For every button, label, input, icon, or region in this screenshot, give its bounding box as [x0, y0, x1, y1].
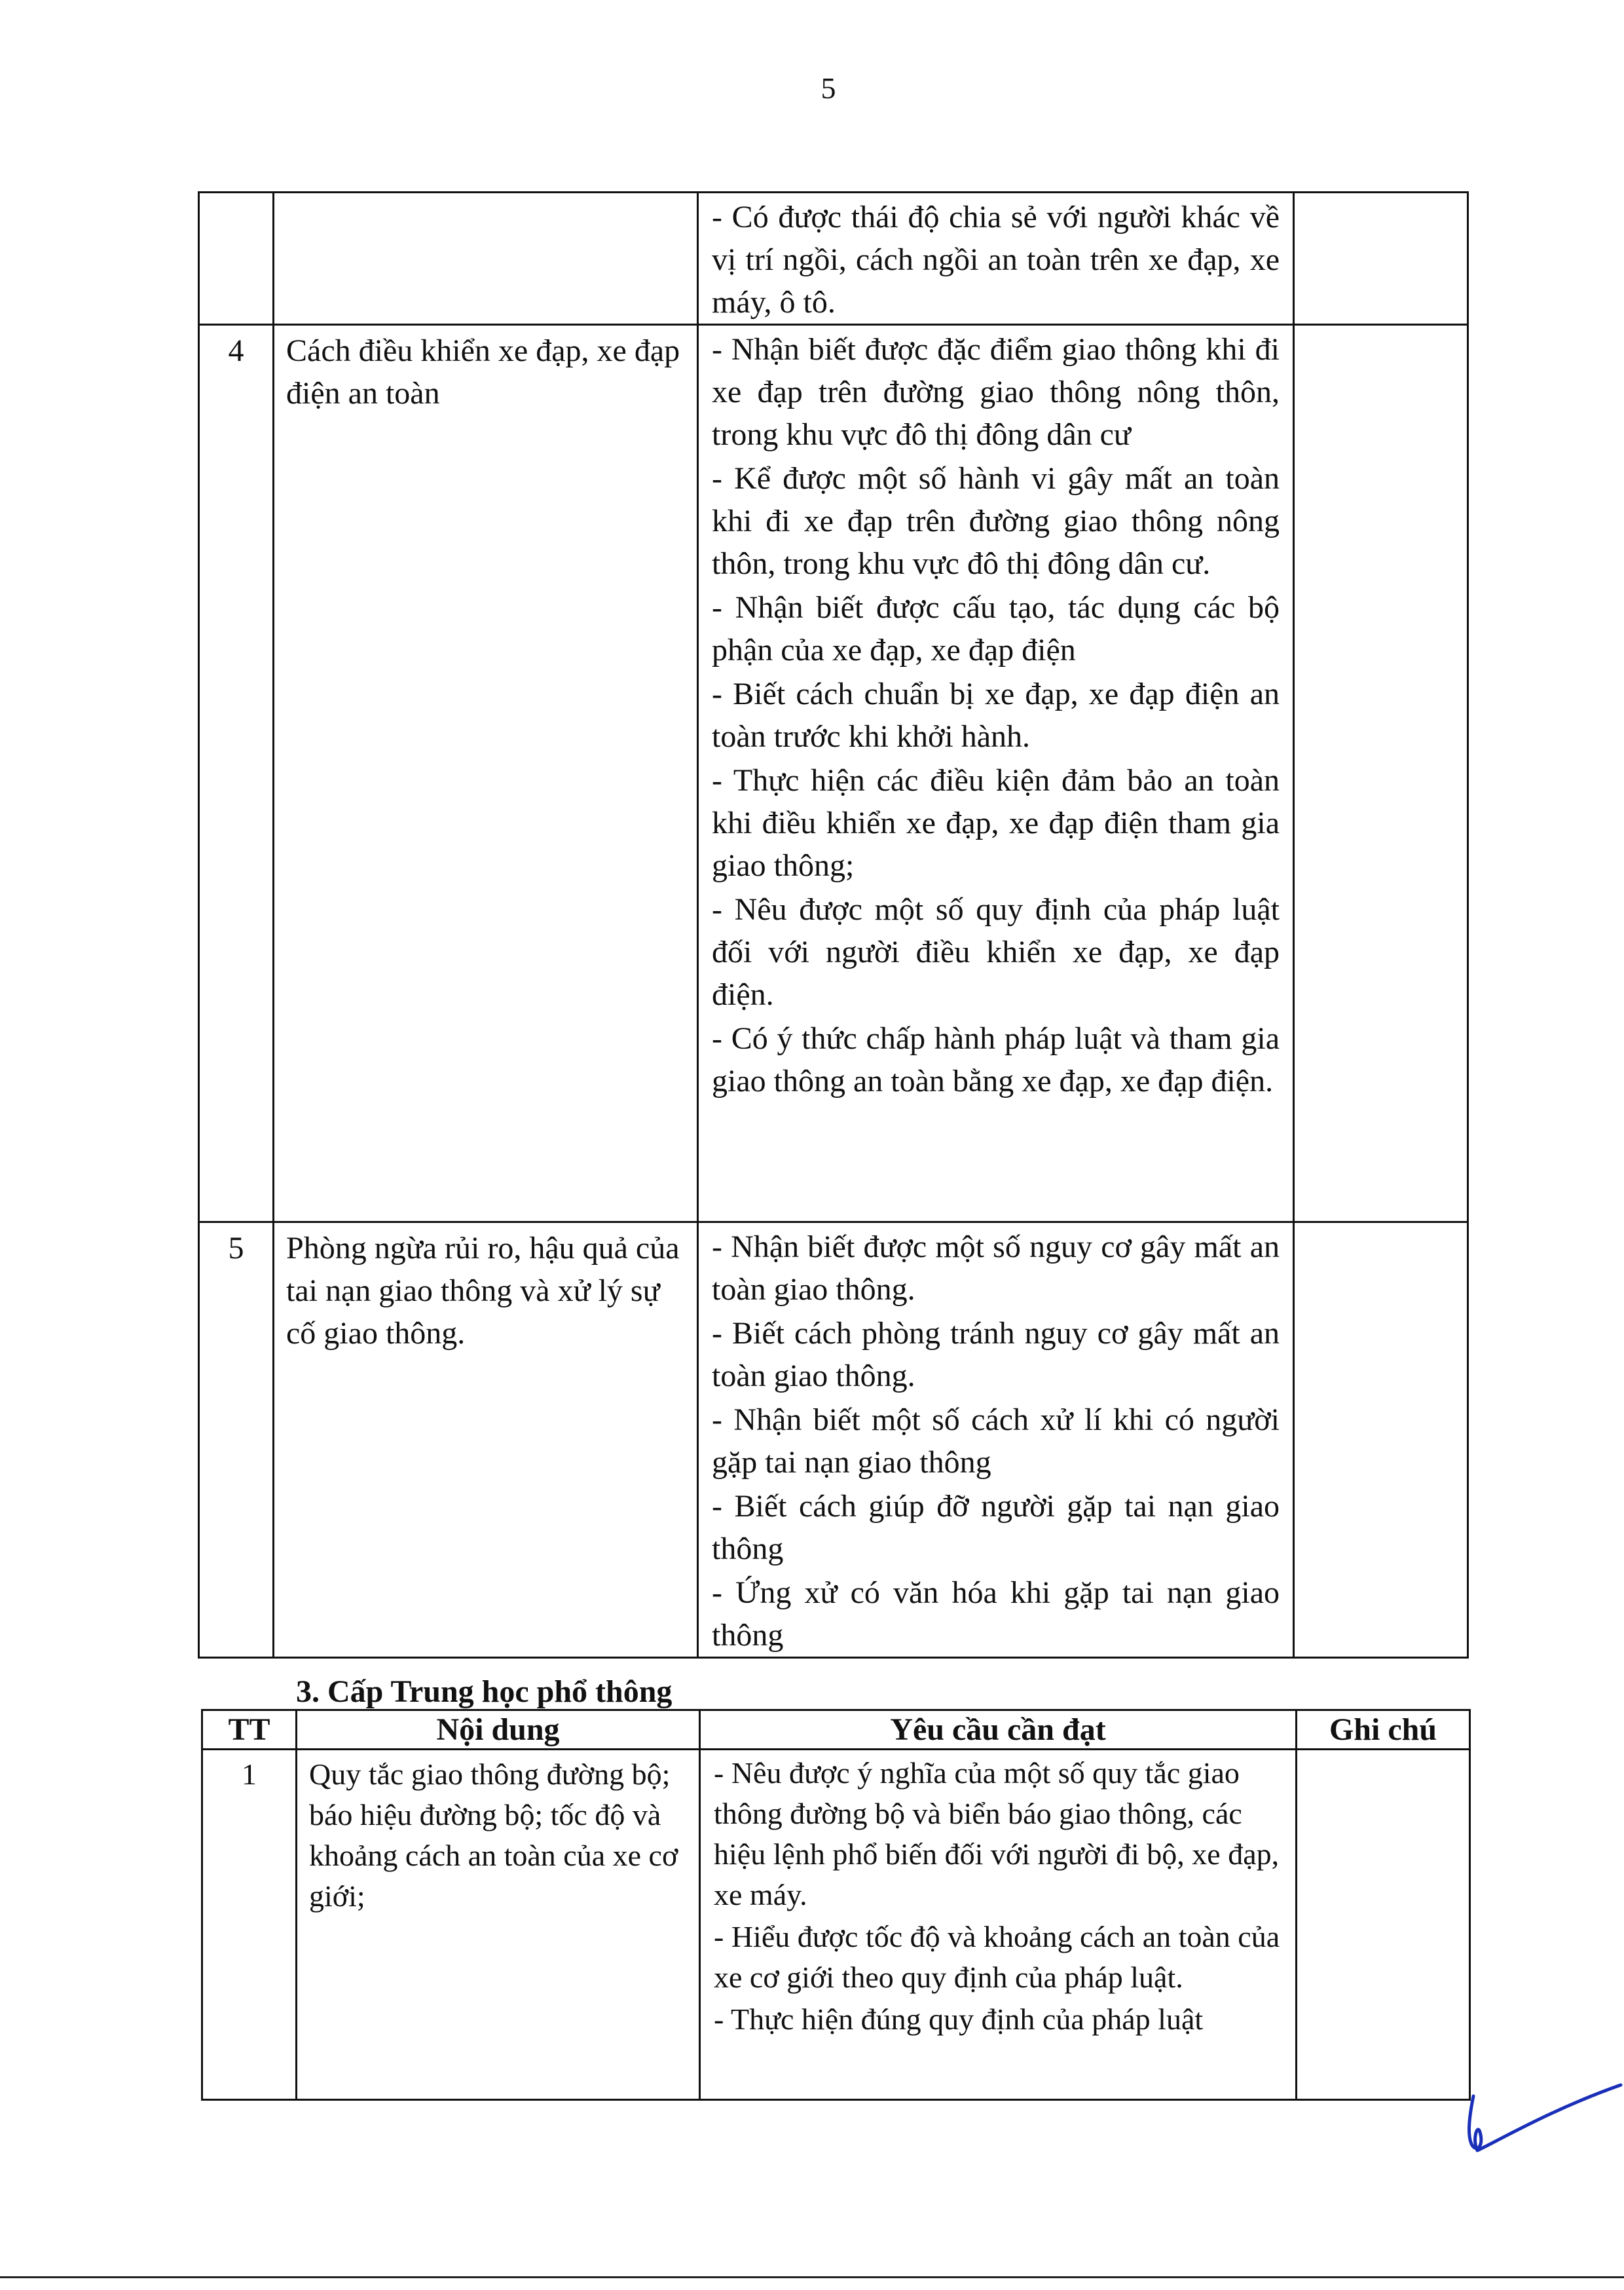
header-content: Nội dung: [297, 1710, 700, 1750]
table-row: [199, 325, 1468, 1222]
requirement-item: - Nhận biết một số cách xử lí khi có người gặp tai nạn giao thông: [712, 1402, 1280, 1480]
row-note: [1294, 325, 1468, 1222]
row-content: Phòng ngừa rủi ro, hậu quả của tai nạn giao thông và xử lý sự cố giao thông.: [274, 1222, 698, 1658]
table-row: [199, 193, 1468, 325]
table-row: [199, 1222, 1468, 1658]
requirement-item: - Thực hiện các điều kiện đảm bảo an toàn khi điều khiển xe đạp, xe đạp điện tham gia giao thông;: [712, 763, 1280, 883]
row-note: [1294, 193, 1468, 325]
row-number: 5: [199, 1222, 274, 1658]
row-number: 1: [202, 1750, 297, 2100]
requirement-item: - Nhận biết được một số nguy cơ gây mất an toàn giao thông.: [712, 1229, 1280, 1307]
table-row: [202, 1750, 1470, 2100]
requirement-item: - Nêu được ý nghĩa của một số quy tắc giao thông đường bộ và biển báo giao thông, các hiệu lệnh phổ biến đối với người đi bộ, xe đạp, xe máy.: [714, 1756, 1280, 1911]
page-bottom-edge-line: [0, 2276, 1624, 2278]
row-note: [1297, 1750, 1470, 2100]
table-header-row: [202, 1710, 1470, 1750]
row-requirements: [698, 1222, 1294, 1658]
competency-table-upper-secondary: [201, 1709, 1471, 2101]
row-requirements: [700, 1750, 1297, 2100]
requirement-item: - Nhận biết được cấu tạo, tác dụng các bộ phận của xe đạp, xe đạp điện: [712, 590, 1280, 667]
requirement-item: - Nêu được một số quy định của pháp luật đối với người điều khiển xe đạp, xe đạp điện.: [712, 892, 1280, 1012]
requirement-item: - Biết cách giúp đỡ người gặp tai nạn giao thông: [712, 1489, 1280, 1566]
row-requirements: [698, 325, 1294, 1222]
row-content: [274, 193, 698, 325]
header-requirements: Yêu cầu cần đạt: [700, 1710, 1297, 1750]
page-number: 5: [821, 71, 836, 105]
requirement-item: - Biết cách phòng tránh nguy cơ gây mất an toàn giao thông.: [712, 1316, 1280, 1393]
header-tt: TT: [202, 1710, 297, 1750]
requirement-item: - Có ý thức chấp hành pháp luật và tham gia giao thông an toàn bằng xe đạp, xe đạp điện.: [712, 1021, 1280, 1098]
handwritten-initial-signature: [1460, 2080, 1624, 2165]
requirement-item: - Nhận biết được đặc điểm giao thông khi đi xe đạp trên đường giao thông nông thôn, trong khu vực đô thị đông dân cư: [712, 332, 1280, 452]
row-requirements: [698, 193, 1294, 325]
requirement-item: - Có được thái độ chia sẻ với người khác về vị trí ngồi, cách ngồi an toàn trên xe đạp, xe máy, ô tô.: [712, 200, 1280, 320]
requirement-item: - Kể được một số hành vi gây mất an toàn khi đi xe đạp trên đường giao thông nông thôn, trong khu vực đô thị đông dân cư.: [712, 461, 1280, 581]
requirement-item: - Hiểu được tốc độ và khoảng cách an toàn của xe cơ giới theo quy định của pháp luật.: [714, 1920, 1280, 1994]
section-heading: 3. Cấp Trung học phổ thông: [296, 1674, 673, 1709]
competency-table-lower-secondary: [198, 191, 1469, 1659]
row-content: Cách điều khiển xe đạp, xe đạp điện an toàn: [274, 325, 698, 1222]
row-number: 4: [199, 325, 274, 1222]
requirement-item: - Biết cách chuẩn bị xe đạp, xe đạp điện an toàn trước khi khởi hành.: [712, 677, 1280, 754]
row-content: Quy tắc giao thông đường bộ; báo hiệu đường bộ; tốc độ và khoảng cách an toàn của xe cơ giới;: [297, 1750, 700, 2100]
header-note: Ghi chú: [1297, 1710, 1470, 1750]
row-number: [199, 193, 274, 325]
row-note: [1294, 1222, 1468, 1658]
requirement-item: - Ứng xử có văn hóa khi gặp tai nạn giao thông: [712, 1575, 1280, 1653]
requirement-item: - Thực hiện đúng quy định của pháp luật: [714, 2002, 1204, 2036]
